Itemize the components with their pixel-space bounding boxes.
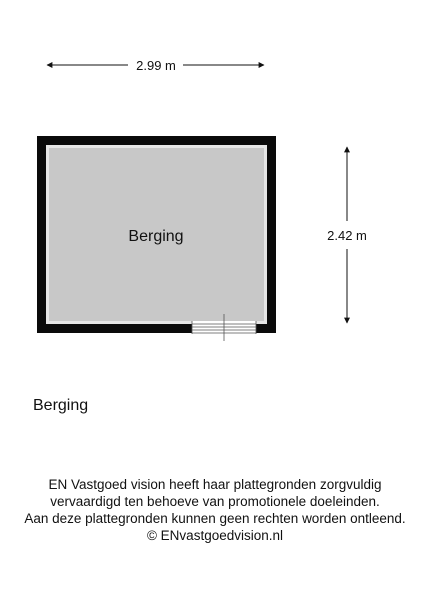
disclaimer-line-3: Aan deze plattegronden kunnen geen rechten worden ontleend. (24, 511, 406, 526)
disclaimer-line-2: vervaardigd ten behoeve van promotionele doeleinden. (50, 494, 380, 509)
room-name-label: Berging (128, 228, 184, 245)
width-dimension (47, 58, 264, 73)
disclaimer-text (0, 476, 430, 544)
floor-name: Berging (33, 397, 89, 414)
height-dimension-label: 2.42 m (327, 228, 367, 243)
room-berging (37, 136, 276, 341)
height-dimension (327, 147, 367, 323)
disclaimer-line-1: EN Vastgoed vision heeft haar plattegronden zorgvuldig (48, 477, 382, 492)
width-dimension-label: 2.99 m (136, 58, 176, 73)
disclaimer-line-4: © ENvastgoedvision.nl (146, 528, 283, 543)
